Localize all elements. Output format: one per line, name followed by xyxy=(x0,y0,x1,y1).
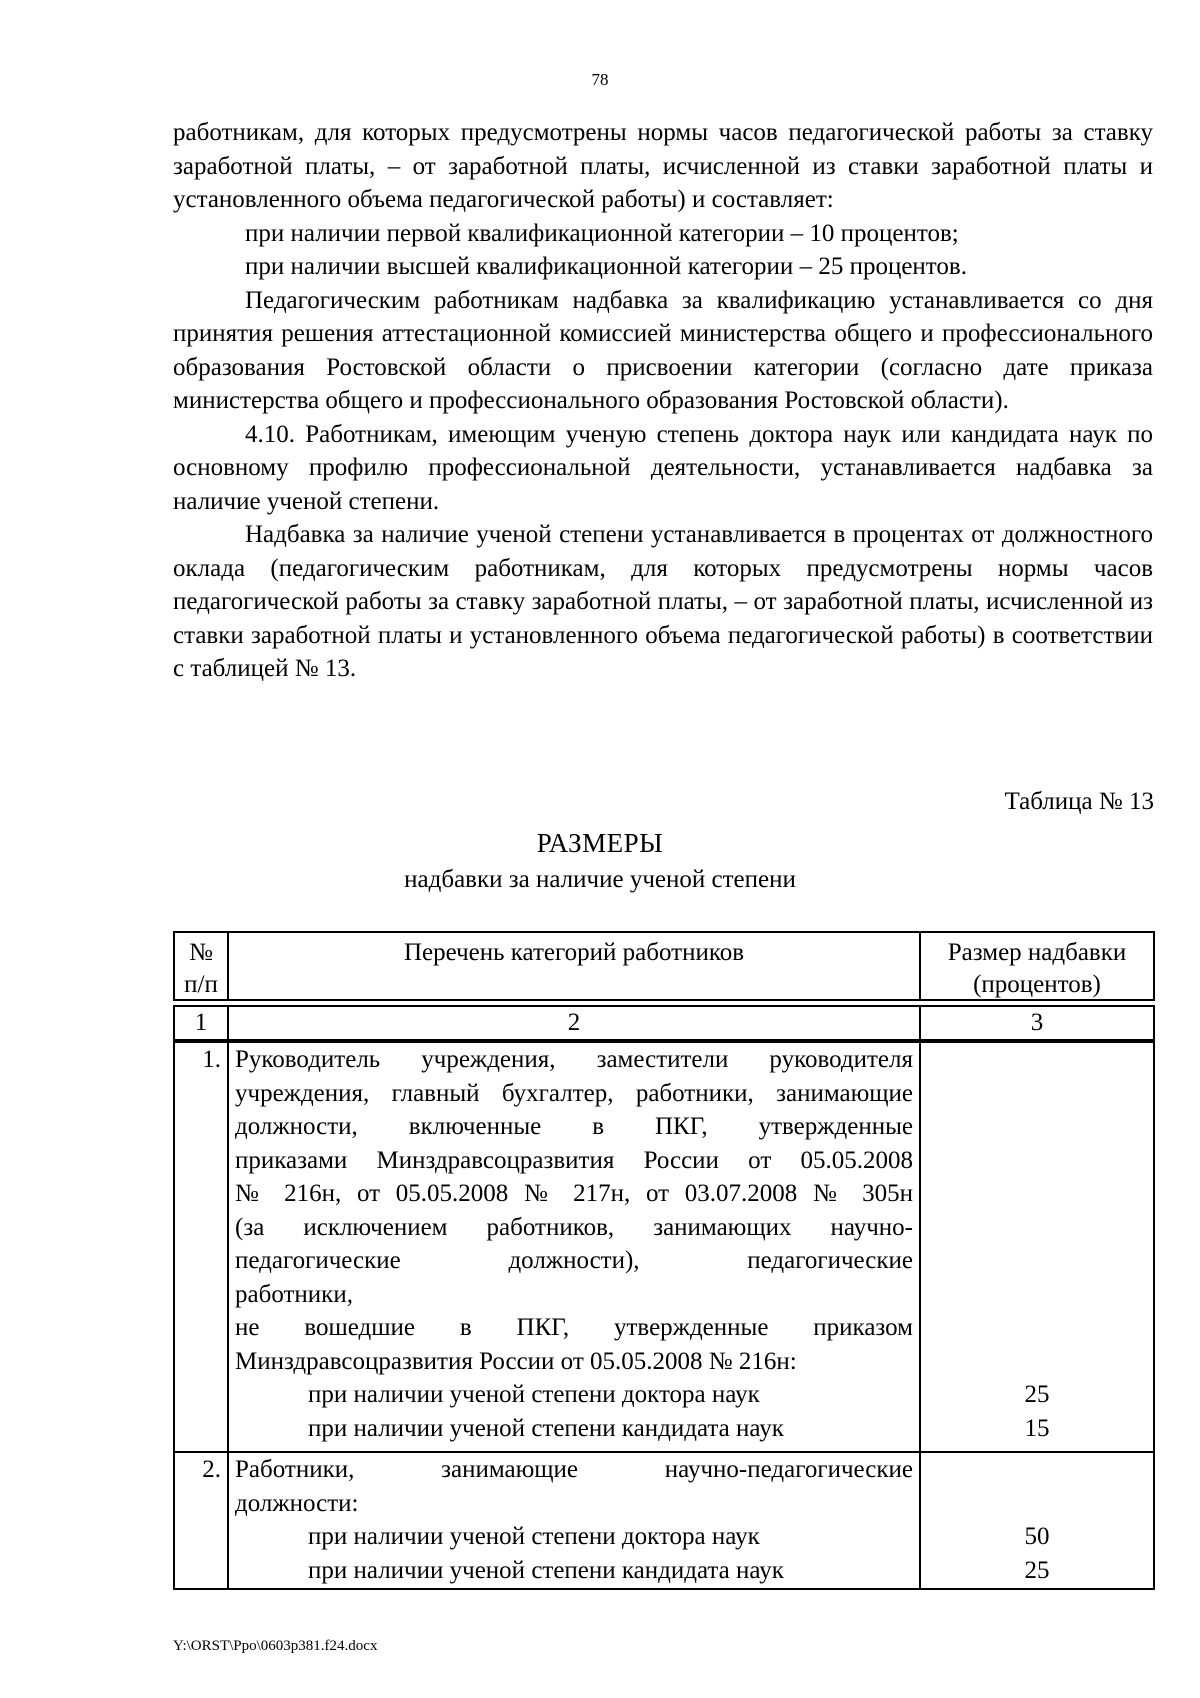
row-1-line-6: (за исключением работников, занимающих научно- xyxy=(235,1213,913,1241)
header-num-line2: п/п xyxy=(184,971,218,998)
header-num-line1: № xyxy=(189,939,213,966)
row-2-number: 2. xyxy=(202,1456,221,1483)
paragraph-continuation: работникам, для которых предусмотрены нормы часов педагогической работы за ставку заработной платы, – от заработной платы, исчисленной из ставки заработной платы и установленного объема педагогической работы) и составляет: xyxy=(173,119,1153,213)
row-1-line-5: № 216н, от 05.05.2008 № 217н, от 03.07.2008 № 305н xyxy=(235,1180,913,1207)
row-2-line-2: должности: xyxy=(235,1489,359,1517)
row-1-item-1-value: 25 xyxy=(1024,1381,1050,1408)
row-2-line-1: Работники, занимающие научно-педагогические xyxy=(235,1456,913,1483)
footer-file-path: Y:\ORST\Ppo\0603p381.f24.docx xyxy=(173,1638,378,1654)
header-categories: Перечень категорий работников xyxy=(403,939,745,966)
paragraph-qualification-start: Педагогическим работникам надбавка за квалификацию устанавливается со дня принятия решения аттестационной комиссией министерства общего и профессионального образования Ростовской области о присвоении категории (согласно дате приказа министерства общего и профессионального образования Ростовской области). xyxy=(173,286,1153,414)
paragraph-degree-allowance: Надбавка за наличие ученой степени устанавливается в процентах от должностного оклада (педагогическим работникам, для которых предусмотрены нормы часов педагогической работы за ставку заработной платы, – от заработной платы, исчисленной из ставки заработной платы и установленного объема педагогической работы) в соответствии с таблицей № 13. xyxy=(173,521,1153,682)
row-1-line-3: должности, включенные в ПКГ, утвержденные xyxy=(235,1113,913,1140)
header-size-line2: (процентов) xyxy=(973,971,1101,998)
column-number-1: 1 xyxy=(194,1009,208,1036)
table-caption: Таблица № 13 xyxy=(1004,788,1154,815)
row-2-item-2-label: при наличии ученой степени кандидата наук xyxy=(308,1556,784,1584)
row-1-line-8: работники, xyxy=(235,1280,353,1308)
header-size-line1: Размер надбавки xyxy=(947,939,1127,966)
column-number-3: 3 xyxy=(1030,1009,1044,1036)
table-title: РАЗМЕРЫ xyxy=(536,828,664,858)
row-1-line-7: педагогические должности), педагогические xyxy=(235,1247,913,1274)
table-body-divider-2 xyxy=(919,1041,921,1590)
row-1-line-2: учреждения, главный бухгалтер, работники, занимающие xyxy=(235,1079,913,1107)
row-1-item-2-value: 15 xyxy=(1024,1414,1050,1442)
row-1-line-1: Руководитель учреждения, заместители руководителя xyxy=(235,1046,913,1073)
paragraph-highest-category: при наличии высшей квалификационной категории – 25 процентов. xyxy=(245,253,967,280)
row-1-line-4: приказами Минздравсоцразвития России от 05.05.2008 xyxy=(235,1146,913,1174)
row-2-item-1-value: 50 xyxy=(1024,1523,1050,1550)
row-1-item-1-label: при наличии ученой степени доктора наук xyxy=(308,1381,760,1408)
body-text xyxy=(173,116,1153,686)
paragraph-first-category: при наличии первой квалификационной категории – 10 процентов; xyxy=(245,219,959,247)
row-1-line-10: Минздравсоцразвития России от 05.05.2008 № 216н: xyxy=(235,1347,797,1375)
page-number: 78 xyxy=(591,70,609,89)
column-number-2: 2 xyxy=(567,1009,581,1036)
table-body-divider-1 xyxy=(227,1041,229,1590)
paragraph-4-10: 4.10. Работникам, имеющим ученую степень доктора наук или кандидата наук по основному профилю профессиональной деятельности, устанавливается надбавка за наличие ученой степени. xyxy=(173,420,1153,515)
row-1-number: 1. xyxy=(202,1046,221,1073)
table-subtitle: надбавки за наличие ученой степени xyxy=(404,866,796,893)
row-1-item-2-label: при наличии ученой степени кандидата наук xyxy=(308,1414,784,1442)
row-2-item-1-label: при наличии ученой степени доктора наук xyxy=(308,1523,760,1550)
row-1-line-9: не вошедшие в ПКГ, утвержденные приказом xyxy=(235,1314,913,1341)
row-2-item-2-value: 25 xyxy=(1024,1556,1050,1584)
